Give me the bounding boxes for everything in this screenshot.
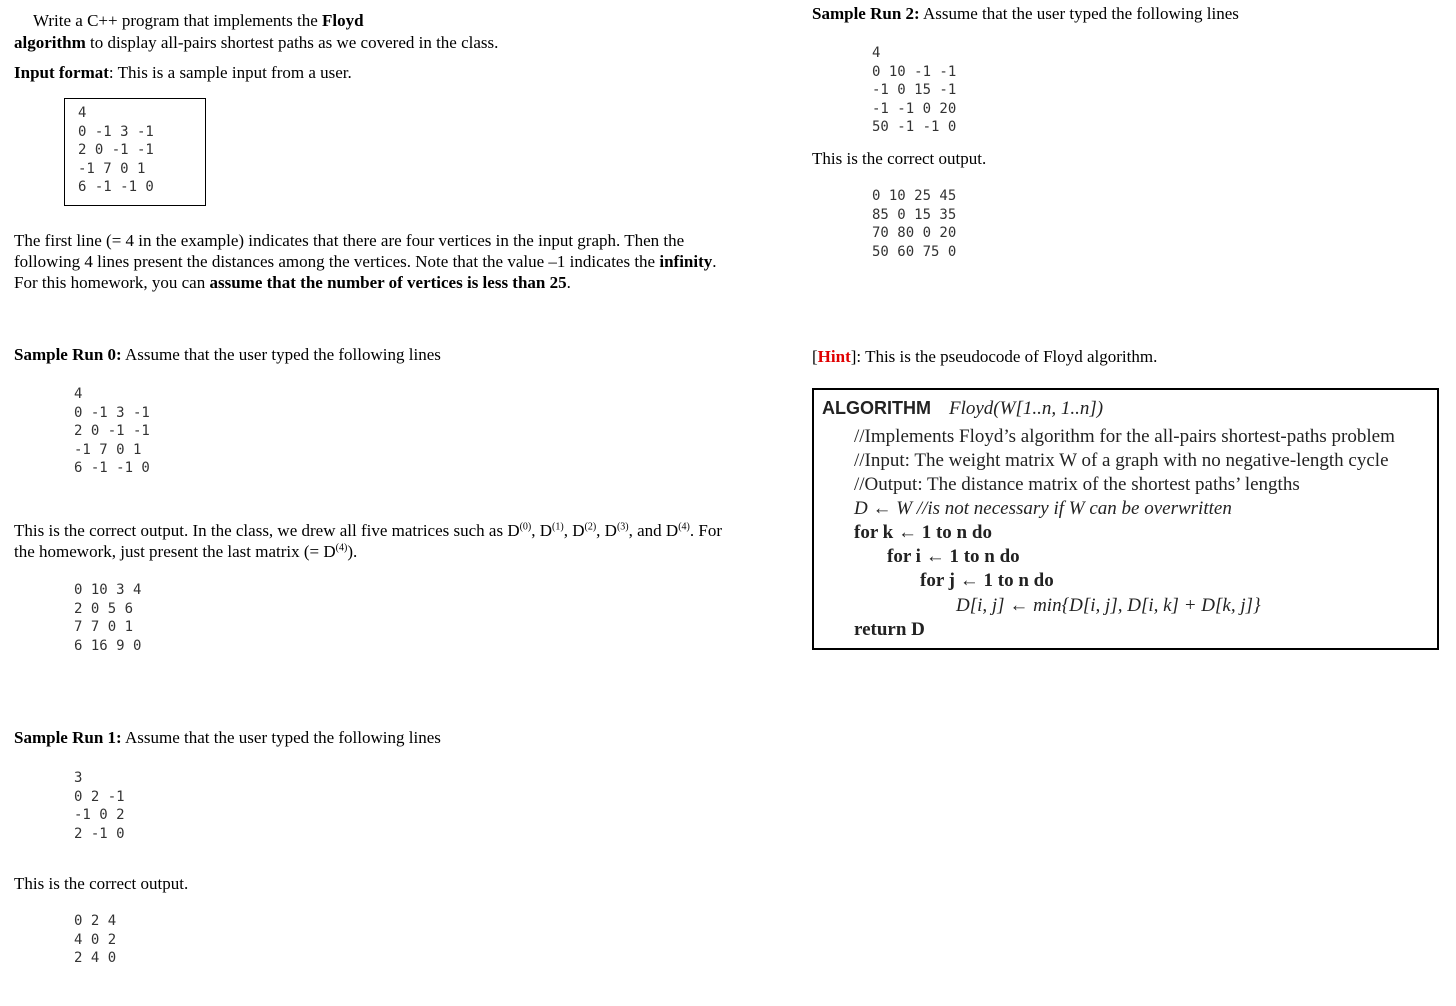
- description-text: following 4 lines present the distances among the vertices. Note that the value –1 indicates the: [14, 252, 660, 271]
- intro-text: Write a C++ program that implements the: [33, 11, 322, 30]
- run0-heading-text: Assume that the user typed the following lines: [121, 345, 441, 364]
- input-format-label: Input format: [14, 63, 109, 82]
- code-line: 2 0 -1 -1: [74, 423, 150, 440]
- run1-output-text: This is the correct output.: [14, 874, 189, 893]
- input-format-line: [14, 63, 352, 83]
- description-line-2: [14, 251, 717, 272]
- code-line: 2 0 5 6: [74, 600, 134, 617]
- text: . For: [689, 521, 722, 540]
- code-line: 0 -1 3 -1: [74, 404, 150, 421]
- text: the homework, just present the last matrix (= D: [14, 542, 336, 561]
- description-period: .: [712, 252, 717, 271]
- text: This is the correct output. In the class, we drew all five matrices such as D: [14, 521, 520, 540]
- superscript: (4): [678, 521, 690, 533]
- description-bold-assumption: assume that the number of vertices is less than 25: [209, 273, 567, 292]
- description-period: .: [566, 273, 571, 292]
- hint-label: Hint: [817, 347, 851, 366]
- code-line: 3: [74, 770, 83, 786]
- code-line: 50 -1 -1 0: [872, 119, 957, 136]
- description-line-3: [14, 272, 717, 293]
- superscript: (4): [335, 542, 348, 554]
- code-line: 6 16 9 0: [74, 637, 142, 654]
- algorithm-keyword: ALGORITHM: [822, 398, 931, 418]
- bracket: [: [812, 347, 818, 366]
- text: , D: [563, 521, 585, 540]
- input-format-text: : This is a sample input from a user.: [108, 63, 352, 82]
- code-line: -1 0 15 -1: [872, 82, 957, 99]
- run1-heading-text: Assume that the user typed the following lines: [121, 728, 441, 747]
- run2-input-code: [872, 44, 956, 137]
- run0-output-paragraph: [14, 520, 722, 562]
- algorithm-comment: //Implements Floyd’s algorithm for the all-pairs shortest-paths problem: [854, 426, 1395, 447]
- run1-heading: [14, 728, 441, 748]
- sample-input-code: [78, 104, 154, 197]
- code-line: -1 7 0 1: [78, 160, 146, 177]
- description-text: For this homework, you can: [14, 273, 210, 292]
- run0-input-code: [74, 385, 150, 478]
- bracket: ]: [850, 347, 857, 366]
- code-line: 2 0 -1 -1: [78, 142, 154, 159]
- code-line: 4: [78, 105, 87, 121]
- code-line: 0 -1 3 -1: [78, 123, 154, 140]
- code-line: 4 0 2: [74, 931, 117, 948]
- code-line: 0 2 4: [74, 913, 117, 929]
- description-bold-infinity: infinity: [659, 252, 713, 271]
- algorithm-loop-k: for k ← 1 to n do: [854, 522, 992, 543]
- code-line: 85 0 15 35: [872, 206, 957, 223]
- code-line: 6 -1 -1 0: [74, 460, 150, 477]
- hint-line: [812, 347, 1157, 367]
- text: , D: [531, 521, 553, 540]
- intro-bold-algorithm: algorithm: [14, 33, 86, 52]
- code-line: -1 0 2: [74, 807, 125, 824]
- run0-heading: [14, 345, 441, 365]
- text: , and D: [628, 521, 679, 540]
- superscript: (0): [519, 521, 532, 533]
- text: ).: [347, 542, 358, 561]
- code-line: -1 7 0 1: [74, 441, 142, 458]
- intro-text-rest: to display all-pairs shortest paths as we covered in the class.: [85, 33, 499, 52]
- intro-bold-floyd: Floyd: [322, 11, 364, 30]
- code-line: 2 -1 0: [74, 825, 125, 842]
- run1-label: Sample Run 1:: [14, 728, 122, 747]
- intro-line-1: [33, 11, 364, 31]
- code-line: 50 60 75 0: [872, 243, 957, 260]
- algorithm-signature: Floyd(W[1..n, 1..n]): [948, 398, 1104, 419]
- algorithm-comment: //Output: The distance matrix of the shortest paths’ lengths: [854, 474, 1300, 495]
- algorithm-comment: //Input: The weight matrix W of a graph with no negative-length cycle: [854, 450, 1389, 471]
- code-line: 2 4 0: [74, 950, 117, 967]
- superscript: (2): [584, 521, 597, 533]
- run0-output-line-2: [14, 541, 722, 562]
- run0-output-code: [74, 581, 141, 655]
- run2-heading: [812, 4, 1239, 24]
- intro-line-2: [14, 33, 498, 53]
- code-line: 0 2 -1: [74, 788, 125, 805]
- code-line: 0 10 25 45: [872, 188, 957, 204]
- algorithm-loop-j: for j ← 1 to n do: [920, 570, 1054, 591]
- hint-text: : This is the pseudocode of Floyd algorithm.: [856, 347, 1158, 366]
- code-line: 4: [74, 386, 83, 402]
- algorithm-assign: D ← W //is not necessary if W can be overwritten: [854, 498, 1232, 519]
- code-line: 6 -1 -1 0: [78, 179, 154, 196]
- code-line: 70 80 0 20: [872, 225, 957, 242]
- superscript: (1): [552, 521, 564, 533]
- algorithm-return: return D: [854, 619, 925, 640]
- code-line: 0 10 3 4: [74, 582, 142, 598]
- run2-output-text: This is the correct output.: [812, 149, 987, 168]
- run0-output-line-1: [14, 520, 722, 541]
- code-line: -1 -1 0 20: [872, 100, 957, 117]
- run1-input-code: [74, 769, 125, 843]
- run1-output-code: [74, 912, 116, 968]
- algorithm-loop-i: for i ← 1 to n do: [887, 546, 1020, 567]
- text: , D: [596, 521, 617, 540]
- description-paragraph: [14, 230, 717, 293]
- code-line: 4: [872, 45, 881, 61]
- algorithm-header: [822, 398, 1103, 420]
- run0-label: Sample Run 0:: [14, 345, 122, 364]
- algorithm-box: [812, 388, 1439, 650]
- algorithm-update: D[i, j] ← min{D[i, j], D[i, k] + D[k, j]}: [956, 595, 1261, 616]
- superscript: (3): [616, 521, 629, 533]
- run2-label: Sample Run 2:: [812, 4, 920, 23]
- run2-output-code: [872, 187, 956, 261]
- code-line: 0 10 -1 -1: [872, 63, 957, 80]
- run2-heading-text: Assume that the user typed the following lines: [919, 4, 1239, 23]
- description-line-1: The first line (= 4 in the example) indicates that there are four vertices in the input graph. Then the: [14, 231, 685, 250]
- code-line: 7 7 0 1: [74, 619, 134, 636]
